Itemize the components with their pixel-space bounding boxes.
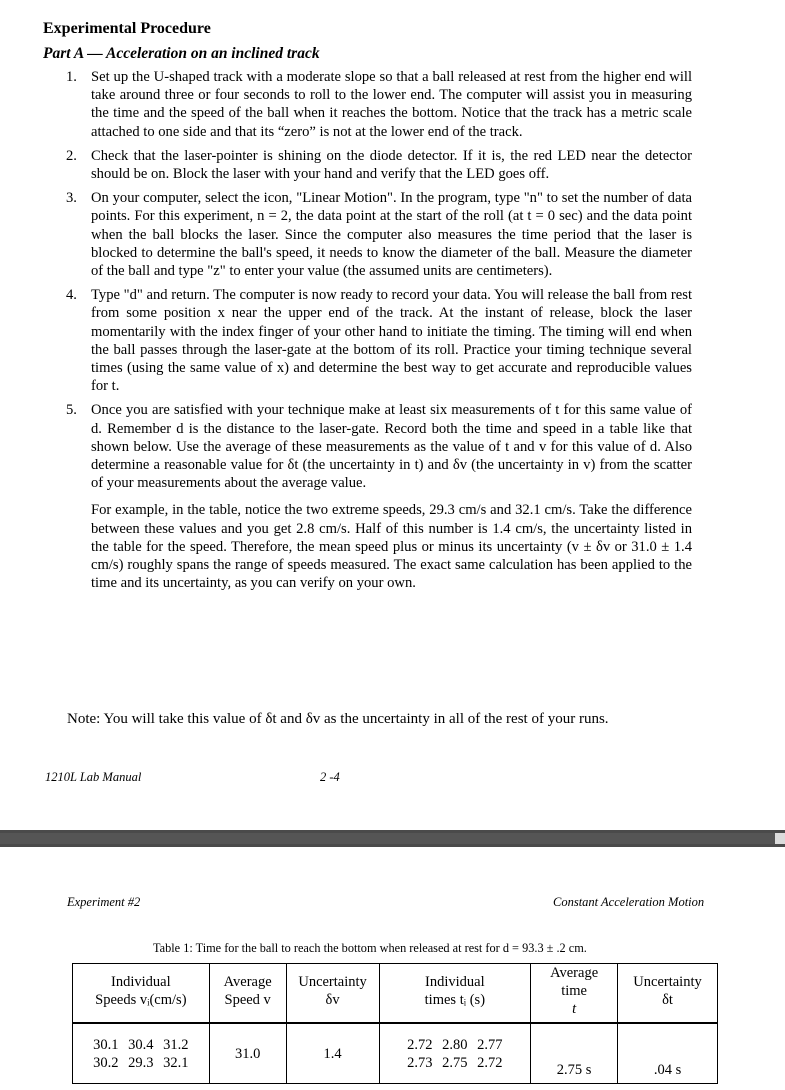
times-line: 2.73 2.75 2.72	[407, 1054, 503, 1071]
header-cell	[618, 964, 718, 1019]
step-number: 3.	[66, 190, 77, 207]
header-cell	[531, 964, 618, 1019]
step-3	[66, 189, 692, 280]
header-line: t	[572, 1001, 577, 1017]
header-line: δt	[662, 992, 673, 1008]
header-cell	[73, 964, 210, 1019]
measurement-table	[72, 963, 718, 1084]
step-5	[66, 401, 692, 592]
avg-speed-cell: 31.0	[209, 1023, 286, 1084]
step-text: Type "d" and return. The computer is now ready to record your data. You will release the ball from rest from some position x near the upper end of the track. At the instant of release, block the laser momentarily with the index finger of your other hand to initiate the timing. The timing will end when the ball passes through the laser-gate at the bottom of its roll. Practice your timing technique several times (using the same value of x) and determine the best way to get accurate and reproducible values for t.	[91, 287, 692, 395]
step-number: 5.	[66, 402, 77, 419]
section-title: Experimental Procedure	[43, 20, 211, 37]
header-line: Speeds vᵢ(cm/s)	[95, 992, 187, 1008]
next-page	[0, 847, 785, 1090]
unc-speed-cell: 1.4	[286, 1023, 379, 1084]
uncertainty-note: Note: You will take this value of δt and δv as the uncertainty in all of the rest of your runs.	[67, 711, 609, 727]
page-divider	[0, 830, 785, 847]
table-caption: Table 1: Time for the ball to reach the bottom when released at rest for d = 93.3 ± .2 cm.	[153, 941, 587, 955]
header-line: Individual	[111, 974, 171, 990]
header-cell	[286, 964, 379, 1019]
header-line: times tᵢ (s)	[424, 992, 486, 1008]
header-line: Average	[550, 965, 599, 981]
step-number: 1.	[66, 69, 77, 85]
times-cell	[379, 1023, 531, 1084]
page-divider-edge	[775, 833, 785, 844]
header-line: Speed v	[224, 992, 271, 1008]
procedure-steps	[66, 68, 692, 598]
speeds-line: 30.1 30.4 31.2	[93, 1036, 189, 1053]
step-number: 2.	[66, 147, 77, 164]
header-topic: Constant Acceleration Motion	[553, 895, 705, 909]
header-experiment: Experiment #2	[67, 895, 141, 909]
step-text: Check that the laser-pointer is shining on the diode detector. If it is, the red LED near the detector should be on. Block the laser with your hand and verify that the LED goes off.	[91, 147, 692, 183]
table-header-row	[73, 964, 718, 1019]
speeds-line: 30.2 29.3 32.1	[93, 1054, 189, 1071]
header-line: time	[561, 983, 587, 999]
step-2	[66, 147, 692, 183]
step-text: Once you are satisfied with your technique make at least six measurements of t for this same value of d. Remember d is the distance to the laser-gate. Record both the time and speed in a table like that shown below. Use the average of these measurements as the value of t and v for this value of d. Also determine a reasonable value for δt (the uncertainty in t) and δv (the uncertainty in v) from the scatter of your measurements about the average value.	[91, 402, 692, 492]
step-text: Set up the U-shaped track with a moderate slope so that a ball released at rest from the higher end will take around three or four seconds to roll to the lower end. The computer will assist you in measuring the time and the speed of the ball when it reaches the bottom. Notice that the track has a metric scale attached to one side and that its “zero” is not at the lower end of the track.	[91, 69, 692, 140]
page-divider-inner	[0, 833, 785, 844]
header-line: Individual	[425, 974, 485, 990]
header-line: Uncertainty	[633, 974, 702, 990]
step-4	[66, 286, 692, 395]
step-1	[66, 68, 692, 141]
part-subtitle: Part A — Acceleration on an inclined track	[43, 45, 320, 62]
step-number: 4.	[66, 287, 77, 304]
header-line: Uncertainty	[298, 974, 367, 990]
avg-time-cell: 2.75 s	[531, 1023, 618, 1084]
header-cell	[379, 964, 531, 1019]
times-line: 2.72 2.80 2.77	[407, 1036, 503, 1053]
footer-page-number: 2 -4	[320, 770, 340, 784]
header-line: Average	[223, 974, 272, 990]
table-row	[73, 1023, 718, 1084]
header-line: δv	[325, 992, 340, 1008]
unc-time-cell: .04 s	[618, 1023, 718, 1084]
header-cell	[209, 964, 286, 1019]
speeds-cell	[73, 1023, 210, 1084]
footer-manual-title: 1210L Lab Manual	[45, 770, 142, 784]
step-example-paragraph: For example, in the table, notice the two extreme speeds, 29.3 cm/s and 32.1 cm/s. Take the difference between these values and you get 2.8 cm/s. Half of this number is 1.4 cm/s, the uncertainty listed in the table for the speed. Therefore, the mean speed plus or minus its uncertainty (v ± δv or 31.0 ± 1.4 cm/s) roughly spans the range of speeds measured. The exact same calculation has been applied to the time and its uncertainty, as you can verify on your own.	[91, 502, 692, 592]
step-text: On your computer, select the icon, "Linear Motion". In the program, type "n" to set the number of data points. For this experiment, n = 2, the data point at the start of the roll (at t = 0 sec) and the data point when the ball blocks the laser. Since the computer also measures the time period that the laser is blocked to determine the ball's speed, it needs to know the diameter of the ball. Measure the diameter of the ball and type "z" to enter your value (the assumed units are centimeters).	[91, 190, 692, 280]
